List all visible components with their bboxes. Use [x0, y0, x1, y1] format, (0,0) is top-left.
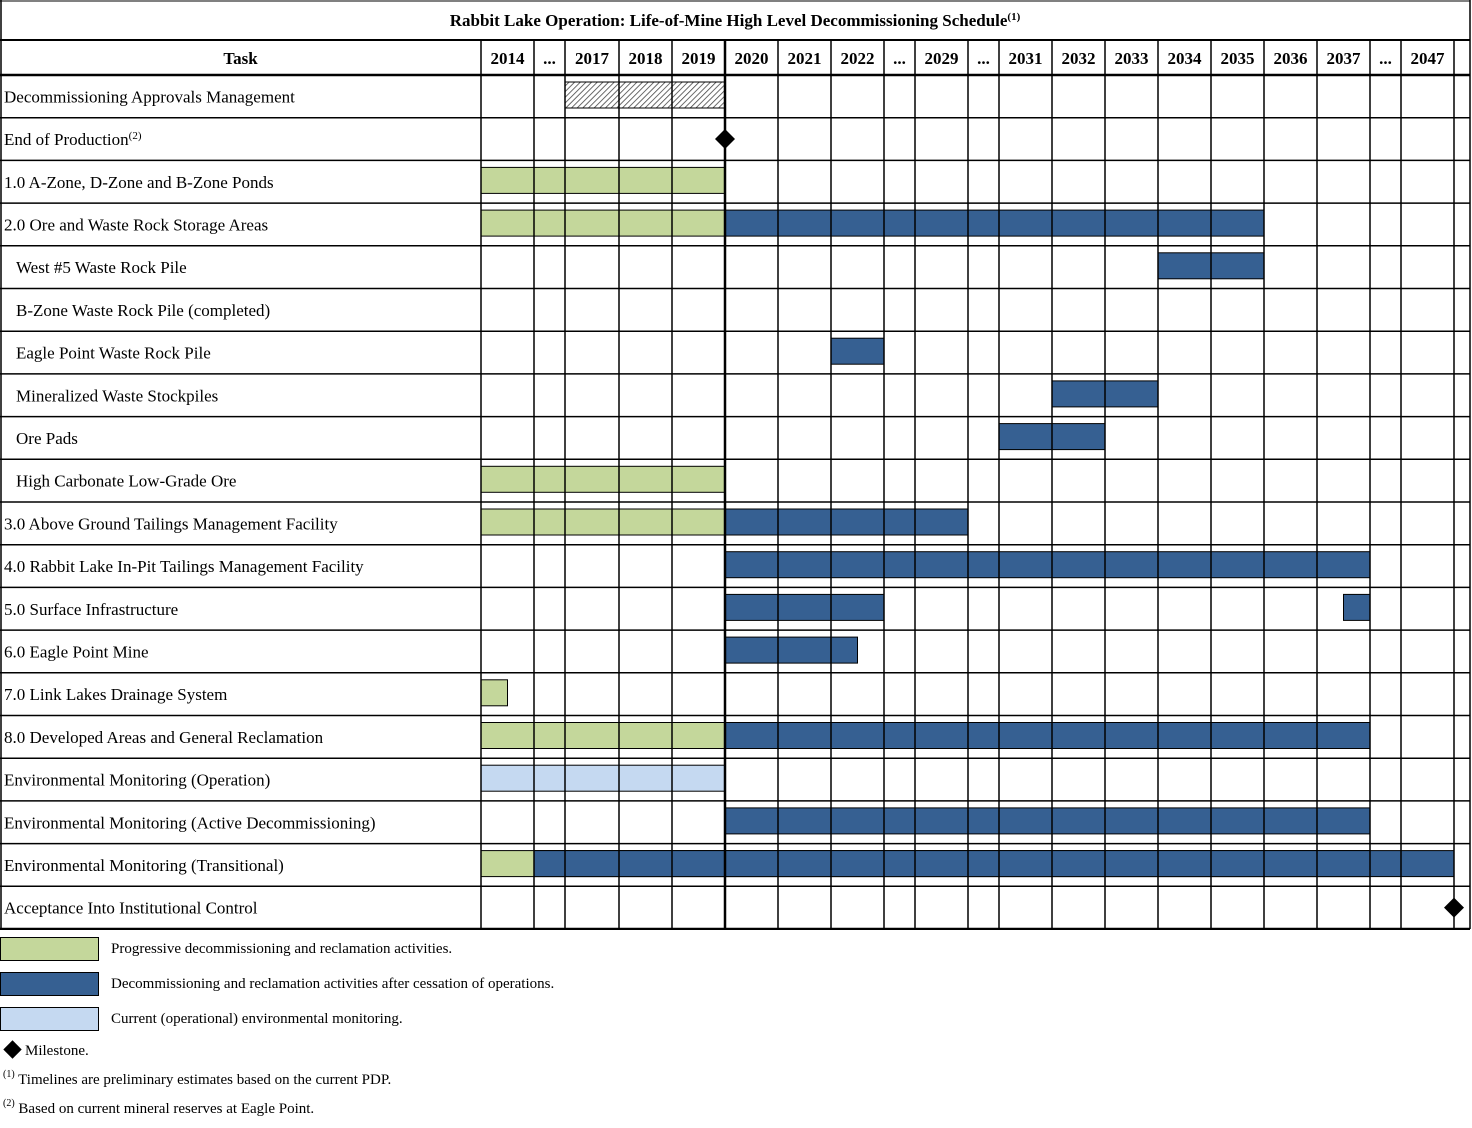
column-header-8: ...	[893, 49, 906, 68]
task-label-7-0-link-lakes-drainage-system: 7.0 Link Lakes Drainage System	[4, 685, 228, 705]
bar-2-0-ore-and-waste-rock-storage-areas-1	[725, 210, 1264, 236]
bar-8-0-developed-areas-and-general-reclamation-0	[481, 723, 725, 749]
bar-eagle-point-waste-rock-pile-0	[831, 338, 884, 364]
footnote-1	[3, 1069, 392, 1089]
bar-7-0-link-lakes-drainage-system-0	[481, 680, 508, 706]
column-header-10: ...	[977, 49, 990, 68]
bar-6-0-eagle-point-mine-0	[725, 637, 858, 663]
task-column-header: Task	[223, 49, 258, 68]
column-header-6: 2021	[787, 49, 822, 68]
bar-decommissioning-approvals-management-0	[565, 82, 725, 108]
column-header-17: 2037	[1326, 49, 1361, 68]
legend-label-progressive: Progressive decommissioning and reclamation activities.	[111, 940, 453, 957]
task-label-mineralized-waste-stockpiles: Mineralized Waste Stockpiles	[16, 386, 219, 406]
bar-high-carbonate-low-grade-ore-0	[481, 466, 725, 492]
column-header-0: 2014	[490, 49, 525, 68]
legend-label-after-cessation: Decommissioning and reclamation activities after cessation of operations.	[111, 975, 555, 992]
column-header-11: 2031	[1008, 49, 1043, 68]
bar-1-0-a-zone-d-zone-and-b-zone-ponds-0	[481, 167, 725, 193]
footnote-1-mark: (1)	[3, 1069, 15, 1080]
column-header-2: 2017	[575, 49, 609, 68]
legend-swatch-monitoring	[0, 1007, 99, 1031]
task-label-west-5-waste-rock-pile: West #5 Waste Rock Pile	[16, 258, 187, 278]
milestone-diamond-icon	[3, 1040, 21, 1058]
task-label-6-0-eagle-point-mine: 6.0 Eagle Point Mine	[4, 642, 149, 662]
column-header-7: 2022	[840, 49, 875, 68]
legend-item-after-cessation	[0, 971, 554, 997]
footnote-2	[3, 1098, 315, 1118]
column-header-18: ...	[1379, 49, 1392, 68]
column-header-16: 2036	[1273, 49, 1308, 68]
column-header-4: 2019	[681, 49, 716, 68]
task-label-high-carbonate-low-grade-ore: High Carbonate Low-Grade Ore	[16, 471, 237, 491]
column-header-13: 2033	[1114, 49, 1149, 68]
column-header-14: 2034	[1167, 49, 1202, 68]
task-label-1-0-a-zone-d-zone-and-b-zone-ponds: 1.0 A-Zone, D-Zone and B-Zone Ponds	[4, 172, 274, 192]
bar-5-0-surface-infrastructure-0	[725, 594, 884, 620]
task-label-ore-pads: Ore Pads	[16, 428, 78, 448]
task-label-8-0-developed-areas-and-general-reclamation: 8.0 Developed Areas and General Reclamation	[4, 727, 324, 747]
legend-item-monitoring	[0, 1006, 403, 1032]
legend-label-milestone: Milestone.	[25, 1043, 89, 1059]
legend-swatch-progressive	[0, 937, 99, 961]
task-label-5-0-surface-infrastructure: 5.0 Surface Infrastructure	[4, 599, 179, 619]
task-label-environmental-monitoring-active-decommissioning: Environmental Monitoring (Active Decommissioning)	[4, 813, 376, 833]
column-header-3: 2018	[628, 49, 663, 68]
bar-5-0-surface-infrastructure-1	[1344, 594, 1371, 620]
task-label-environmental-monitoring-transitional: Environmental Monitoring (Transitional)	[4, 855, 284, 875]
bar-environmental-monitoring-active-decommissioning-0	[725, 808, 1370, 834]
task-label-decommissioning-approvals-management: Decommissioning Approvals Management	[4, 87, 295, 107]
column-header-1: ...	[543, 49, 556, 68]
bar-3-0-above-ground-tailings-management-facility-1	[725, 509, 968, 535]
bar-2-0-ore-and-waste-rock-storage-areas-0	[481, 210, 725, 236]
footnote-2-mark: (2)	[3, 1098, 15, 1109]
bar-4-0-rabbit-lake-in-pit-tailings-management-facility-1	[1105, 552, 1370, 578]
bar-3-0-above-ground-tailings-management-facility-0	[481, 509, 725, 535]
legend	[0, 930, 900, 1128]
task-label-4-0-rabbit-lake-in-pit-tailings-management-facility: 4.0 Rabbit Lake In-Pit Tailings Management Facility	[4, 557, 364, 577]
column-header-5: 2020	[734, 49, 769, 68]
task-label-eagle-point-waste-rock-pile: Eagle Point Waste Rock Pile	[16, 343, 211, 363]
footnote-2-text: Based on current mineral reserves at Eagle Point.	[18, 1101, 315, 1117]
bar-environmental-monitoring-operation-0	[481, 765, 725, 791]
footnote-1-text: Timelines are preliminary estimates based on the current PDP.	[18, 1072, 392, 1088]
task-label-environmental-monitoring-operation: Environmental Monitoring (Operation)	[4, 770, 271, 790]
chart-title-note: (1)	[1007, 11, 1021, 23]
legend-item-progressive	[0, 936, 452, 962]
task-label-3-0-above-ground-tailings-management-facility: 3.0 Above Ground Tailings Management Facility	[4, 514, 338, 534]
task-label-acceptance-into-institutional-control: Acceptance Into Institutional Control	[4, 898, 258, 918]
column-header-19: 2047	[1410, 49, 1445, 68]
column-header-12: 2032	[1061, 49, 1096, 68]
task-label-2-0-ore-and-waste-rock-storage-areas: 2.0 Ore and Waste Rock Storage Areas	[4, 215, 269, 235]
task-label-end-of-production: End of Production$^{(2)}$	[4, 130, 142, 150]
bar-8-0-developed-areas-and-general-reclamation-1	[725, 723, 1370, 749]
column-header-15: 2035	[1220, 49, 1255, 68]
task-label-b-zone-waste-rock-pile-completed: B-Zone Waste Rock Pile (completed)	[16, 300, 271, 320]
legend-swatch-after-cessation	[0, 972, 99, 996]
legend-item-milestone	[0, 1042, 89, 1060]
legend-label-monitoring: Current (operational) environmental monitoring.	[111, 1010, 403, 1027]
task-note: (2)	[128, 130, 142, 143]
column-header-9: 2029	[924, 49, 959, 68]
chart-title: Rabbit Lake Operation: Life-of-Mine High Level Decommissioning Schedule$^{(1)}$	[449, 11, 1021, 30]
